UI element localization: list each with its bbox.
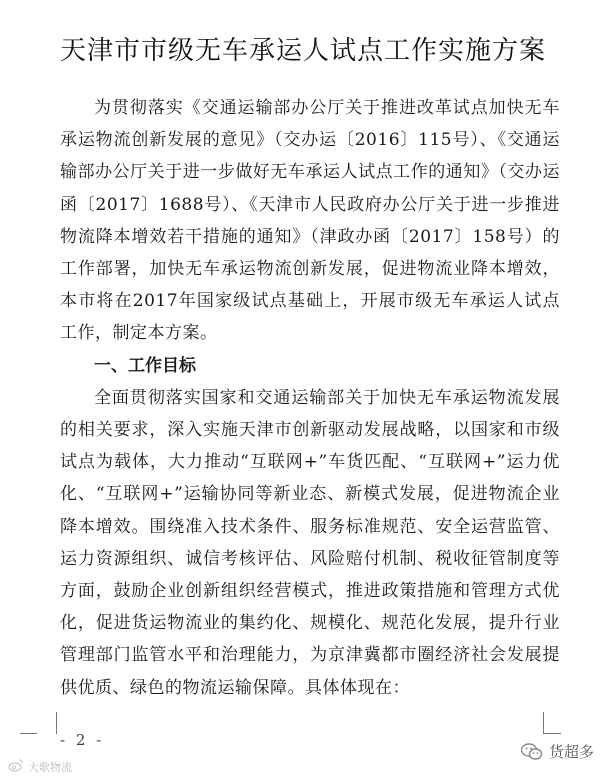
page-number: - 2 - xyxy=(60,731,105,749)
watermark-right-text: 货超多 xyxy=(548,743,594,761)
crop-mark-right xyxy=(543,712,564,734)
watermark-right xyxy=(521,741,594,762)
crop-mark-left xyxy=(36,712,57,734)
crop-mark-right-horizontal xyxy=(543,733,561,734)
weibo-icon xyxy=(8,758,24,775)
crop-mark-left-horizontal xyxy=(20,733,37,734)
watermark-left xyxy=(8,758,72,775)
section-paragraph: 全面贯彻落实国家和交通运输部关于加快无车承运物流发展的相关要求，深入实施天津市创新驱动发展战略，以国家和市级试点为载体，大力推动“互联网+”车货匹配、“互联网+”运力优化、“互联网+”运输协同等新业态、新模式发展，促进物流企业降本增效。围绕准入技术条件、服务标准规范、安全运营监管、运力资源组织、诚信考核评估、风险赔付机制、税收征管制度等方面，鼓励企业创新组织经营模式，推进政策措施和管理方式优化，促进货运物流业的集约化、规模化、规范化发展，提升行业管理部门监管水平和治理能力，为京津冀都市圈经济社会发展提供优质、绿色的物流运输保障。具体体现在： xyxy=(60,387,560,698)
intro-paragraph: 为贯彻落实《交通运输部办公厅关于推进改革试点加快无车承运物流创新发展的意见》（交办运〔2016〕115号）、《交通运输部办公厅关于进一步做好无车承运人试点工作的通知》（交办运函〔2017〕1688号）、《天津市人民政府办公厅关于进一步推进物流降本增效若干措施的通知》（津政办函〔2017〕158号）的工作部署，加快无车承运物流创新发展，促进物流业降本增效，本市将在2017年国家级试点基础上，开展市级无车承运人试点工作，制定本方案。 xyxy=(60,98,560,344)
document-title: 天津市市级无车承运人试点工作实施方案 xyxy=(59,36,546,66)
watermark-left-text: 大歌物流 xyxy=(28,760,72,774)
wechat-icon xyxy=(521,743,543,761)
document-body xyxy=(60,92,560,704)
section-heading: 一、工作目标 xyxy=(94,355,196,376)
